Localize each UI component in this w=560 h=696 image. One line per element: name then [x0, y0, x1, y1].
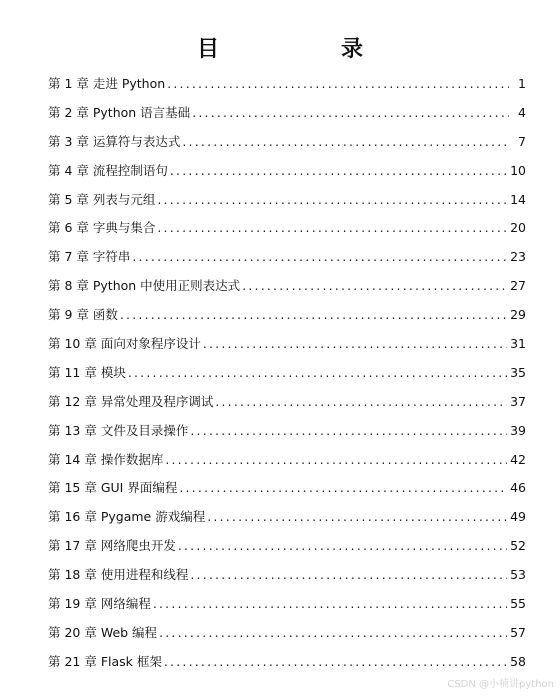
toc-entry-label: 第 16 章 Pygame 游戏编程: [48, 509, 206, 525]
toc-entry-label: 第 15 章 GUI 界面编程: [48, 480, 178, 496]
toc-entry-label: 第 21 章 Flask 框架: [48, 653, 162, 669]
toc-entry: [48, 503, 526, 532]
dot-leader: [132, 243, 507, 272]
toc-entry: [48, 214, 526, 243]
dot-leader: [190, 561, 507, 590]
toc-entry: [48, 561, 526, 590]
toc-entry: [48, 359, 526, 388]
toc-entry-page-number: 20: [510, 220, 526, 236]
dot-leader: [178, 532, 507, 561]
toc-entry: [48, 186, 526, 215]
toc-entry-label: 第 6 章 字典与集合: [48, 220, 156, 236]
toc-entry-label: 第 19 章 网络编程: [48, 596, 151, 612]
toc-entry-label: 第 10 章 面向对象程序设计: [48, 336, 201, 352]
dot-leader: [215, 388, 507, 417]
toc-entry-page-number: 53: [510, 567, 526, 583]
toc-entry: [48, 70, 526, 99]
toc-entry-page-number: 46: [510, 480, 526, 496]
dot-leader: [120, 301, 507, 330]
toc-entry-page-number: 52: [510, 538, 526, 554]
toc-entry-label: 第 9 章 函数: [48, 307, 118, 323]
toc-entry: [48, 532, 526, 561]
toc-entry: [48, 388, 526, 417]
toc-entry: [48, 301, 526, 330]
dot-leader: [179, 474, 507, 503]
toc-entry-label: 第 18 章 使用进程和线程: [48, 567, 189, 583]
toc-entry-label: 第 8 章 Python 中使用正则表达式: [48, 278, 241, 294]
toc-entry-label: 第 12 章 异常处理及程序调试: [48, 393, 214, 409]
toc-entry: [48, 590, 526, 619]
dot-leader: [182, 128, 509, 157]
toc-entry-page-number: 10: [510, 162, 526, 178]
toc-entry: [48, 417, 526, 446]
toc-entry-page-number: 31: [510, 336, 526, 352]
dot-leader: [203, 330, 507, 359]
toc-entry-label: 第 11 章 模块: [48, 364, 126, 380]
toc-entry-page-number: 29: [510, 307, 526, 323]
dot-leader: [170, 157, 507, 186]
dot-leader: [190, 417, 507, 446]
toc-entry-page-number: 4: [518, 104, 526, 120]
dot-leader: [165, 446, 507, 475]
toc-entry: [48, 446, 526, 475]
page-title: 目 录: [196, 36, 389, 62]
toc-entry-page-number: 1: [518, 76, 526, 91]
toc-entry-page-number: 27: [510, 278, 526, 294]
toc-entry-page-number: 58: [510, 653, 526, 669]
toc-entry-label: 第 3 章 运算符与表达式: [48, 133, 181, 149]
dot-leader: [207, 503, 507, 532]
toc-entry: [48, 330, 526, 359]
toc-entry-label: 第 7 章 字符串: [48, 249, 131, 265]
toc-entry-page-number: 14: [510, 191, 526, 207]
dot-leader: [167, 70, 509, 99]
toc-entry-page-number: 23: [510, 249, 526, 265]
table-of-contents: [48, 70, 526, 677]
toc-entry-label: 第 14 章 操作数据库: [48, 451, 164, 467]
toc-entry: [48, 619, 526, 648]
toc-entry: [48, 474, 526, 503]
toc-entry-label: 第 5 章 列表与元组: [48, 191, 156, 207]
toc-entry-page-number: 55: [510, 596, 526, 612]
toc-entry: [48, 128, 526, 157]
dot-leader: [157, 214, 507, 243]
toc-entry: [48, 157, 526, 186]
toc-entry-label: 第 2 章 Python 语言基础: [48, 104, 191, 120]
toc-entry-page-number: 42: [510, 451, 526, 467]
dot-leader: [242, 272, 507, 301]
toc-entry: [48, 243, 526, 272]
watermark: CSDN @小楠讲python: [447, 679, 554, 690]
toc-entry-page-number: 35: [510, 364, 526, 380]
dot-leader: [192, 99, 509, 128]
toc-entry-label: 第 20 章 Web 编程: [48, 624, 158, 640]
toc-entry-page-number: 49: [510, 509, 526, 525]
toc-entry-page-number: 7: [518, 133, 526, 149]
toc-entry: [48, 99, 526, 128]
toc-entry-label: 第 1 章 走进 Python: [48, 76, 166, 91]
dot-leader: [164, 648, 507, 677]
toc-entry: [48, 648, 526, 677]
dot-leader: [157, 186, 507, 215]
toc-entry-page-number: 39: [510, 422, 526, 438]
toc-entry-label: 第 17 章 网络爬虫开发: [48, 538, 176, 554]
toc-entry: [48, 272, 526, 301]
toc-entry-page-number: 37: [510, 393, 526, 409]
toc-entry-page-number: 57: [510, 624, 526, 640]
dot-leader: [159, 619, 507, 648]
toc-entry-label: 第 13 章 文件及目录操作: [48, 422, 189, 438]
toc-entry-label: 第 4 章 流程控制语句: [48, 162, 168, 178]
dot-leader: [153, 590, 507, 619]
dot-leader: [128, 359, 507, 388]
